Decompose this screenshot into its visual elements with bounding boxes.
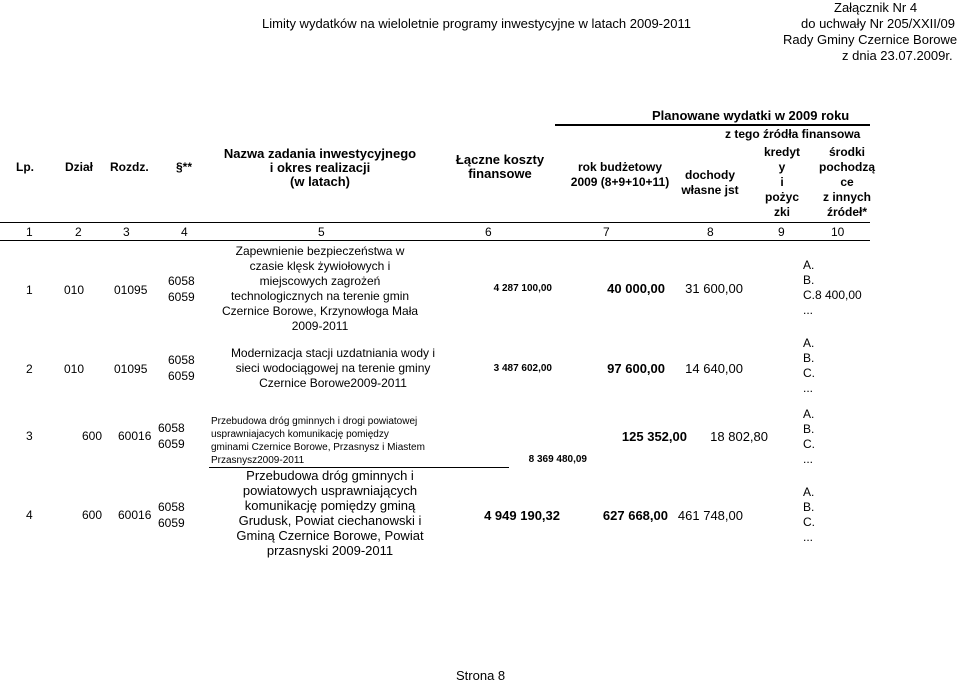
row-own: 31 600,00 (685, 281, 743, 296)
col-number-5: 5 (318, 225, 325, 239)
row-other: A. (803, 407, 815, 421)
col-other-header-5: źródeł* (826, 205, 867, 219)
col-credit-header-4: pożyc (764, 190, 799, 204)
row-lp: 2 (26, 362, 33, 376)
row-name-line: powiatowych usprawniających (242, 483, 418, 498)
col-name-header-2: i okres realizacji (269, 160, 371, 175)
col-credit-header-1: kredyt (763, 145, 801, 159)
row-other: B. (803, 273, 815, 287)
row-other: B. (803, 351, 815, 365)
row-total: 4 949 190,32 (484, 508, 560, 523)
resolution-label: do uchwały Nr 205/XXII/09 (801, 16, 955, 31)
row-lp: 4 (26, 508, 33, 522)
row-other: C. (803, 366, 815, 380)
col-name-header-1: Nazwa zadania inwestycyjnego (223, 146, 417, 161)
row-budget: 97 600,00 (607, 361, 665, 376)
col-number-6: 6 (485, 225, 492, 239)
col-number-4: 4 (181, 225, 188, 239)
row-name-line: usprawniajacych komunikację pomiędzy (211, 429, 389, 440)
row-own: 461 748,00 (677, 508, 743, 523)
col-other-header-1: środki (828, 145, 865, 159)
row-dzial: 600 (82, 508, 103, 522)
row-name-line: Przebudowa dróg gminnych i drogi powiatowej (211, 416, 418, 427)
row-budget: 40 000,00 (607, 281, 665, 296)
source-header: z tego źródła finansowa (725, 127, 861, 141)
row-paragraph-1: 6058 (168, 274, 195, 288)
row-paragraph-2: 6059 (158, 437, 185, 451)
row-total: 3 487 602,00 (493, 363, 552, 374)
row-lp: 1 (26, 283, 33, 297)
col-dzial-header: Dział (65, 160, 94, 174)
document-title: Limity wydatków na wieloletnie programy inwestycyjne w latach 2009-2011 (262, 16, 691, 31)
numbers-bottom-line (0, 240, 870, 241)
col-own-header-2: własne jst (681, 183, 739, 197)
row-other: ... (803, 530, 814, 544)
row-paragraph-1: 6058 (158, 421, 185, 435)
row-own: 14 640,00 (685, 361, 743, 376)
row-name-line: Czernice Borowe2009-2011 (259, 376, 407, 390)
row-other: C. (803, 437, 815, 451)
row-budget: 627 668,00 (602, 508, 668, 523)
row-rozdz: 60016 (118, 508, 152, 522)
row-name-line: gminami Czernice Borowe, Przasnysz i Miastem (211, 442, 425, 453)
row-total: 8 369 480,09 (528, 454, 587, 465)
row-rozdz: 01095 (114, 362, 148, 376)
row-total: 4 287 100,00 (493, 283, 552, 294)
row-other: B. (803, 422, 815, 436)
col-budget-header-1: rok budżetowy (577, 160, 662, 174)
row-other: ... (803, 303, 814, 317)
row-name-line: Przebudowa dróg gminnych i (246, 468, 414, 483)
row-other: ... (803, 381, 814, 395)
row-name-line: Modernizacja stacji uzdatniania wody i (230, 346, 436, 360)
row-dzial: 600 (82, 429, 103, 443)
row-other: B. (803, 500, 815, 514)
col-total-header-2: finansowe (468, 166, 532, 181)
row-name-line: czasie klęsk żywiołowych i (249, 259, 391, 273)
col-other-header-2: pochodzą (819, 160, 875, 174)
col-number-7: 7 (603, 225, 610, 239)
col-lp-header: Lp. (16, 160, 34, 174)
row-rozdz: 01095 (114, 283, 148, 297)
col-credit-header-5: zki (773, 205, 790, 219)
row-name-line: technologicznych na terenie gmin (230, 289, 410, 303)
col-number-1: 1 (26, 225, 33, 239)
col-total-header-1: Łączne koszty (455, 152, 545, 167)
col-other-header-4: z innych (822, 190, 871, 204)
col-own-header-1: dochody (685, 168, 735, 182)
row-own: 18 802,80 (710, 429, 768, 444)
row-name-line: Czernice Borowe, Krzynowłoga Mała (221, 304, 419, 318)
col-name-header-3: (w latach) (290, 174, 350, 189)
row-name-line: 2009-2011 (291, 319, 349, 333)
row-other: C.8 400,00 (803, 288, 862, 302)
row-rozdz: 60016 (118, 429, 152, 443)
row-name-line: komunikację pomiędzy gminą (244, 498, 416, 513)
col-credit-header-3: i (780, 175, 784, 189)
row-other: ... (803, 452, 814, 466)
row-paragraph-1: 6058 (158, 500, 185, 514)
col-credit-header-2: y (778, 160, 786, 174)
col-number-3: 3 (123, 225, 130, 239)
col-budget-header-2: 2009 (8+9+10+11) (570, 175, 670, 189)
date-label: z dnia 23.07.2009r. (842, 48, 953, 63)
col-number-2: 2 (75, 225, 82, 239)
row-name-line: przasnyski 2009-2011 (266, 543, 394, 558)
page-number: Strona 8 (456, 668, 506, 683)
row-dzial: 010 (64, 362, 85, 376)
planned-underline (555, 124, 870, 126)
col-number-8: 8 (707, 225, 714, 239)
row-paragraph-2: 6059 (168, 369, 195, 383)
row-budget: 125 352,00 (621, 429, 687, 444)
row-lp: 3 (26, 429, 33, 443)
row-other: A. (803, 258, 815, 272)
planned-header: Planowane wydatki w 2009 roku (652, 108, 850, 123)
row-paragraph-1: 6058 (168, 353, 195, 367)
col-number-9: 9 (778, 225, 785, 239)
row-name-line: sieci wodociągowej na terenie gminy (235, 361, 431, 375)
row-name-line: Przasnysz2009-2011 (211, 455, 305, 466)
row-name-line: Zapewnienie bezpieczeństwa w (235, 244, 405, 258)
row-other: C. (803, 515, 815, 529)
col-number-10: 10 (831, 225, 845, 239)
row-name-line: Gminą Czernice Borowe, Powiat (236, 528, 424, 543)
row-paragraph-2: 6059 (158, 516, 185, 530)
row-name-line: miejscowych zagrożeń (259, 274, 381, 288)
row-other: A. (803, 485, 815, 499)
row-paragraph-2: 6059 (168, 290, 195, 304)
annex-label: Załącznik Nr 4 (834, 0, 918, 15)
col-other-header-3: ce (840, 175, 854, 189)
row-other: A. (803, 336, 815, 350)
header-bottom-line (0, 222, 870, 223)
row-name-line: Grudusk, Powiat ciechanowski i (238, 513, 422, 528)
col-paragraph-header: §** (176, 160, 193, 174)
council-label: Rady Gminy Czernice Borowe (783, 32, 958, 47)
col-rozdz-header: Rozdz. (110, 160, 149, 174)
row-dzial: 010 (64, 283, 85, 297)
